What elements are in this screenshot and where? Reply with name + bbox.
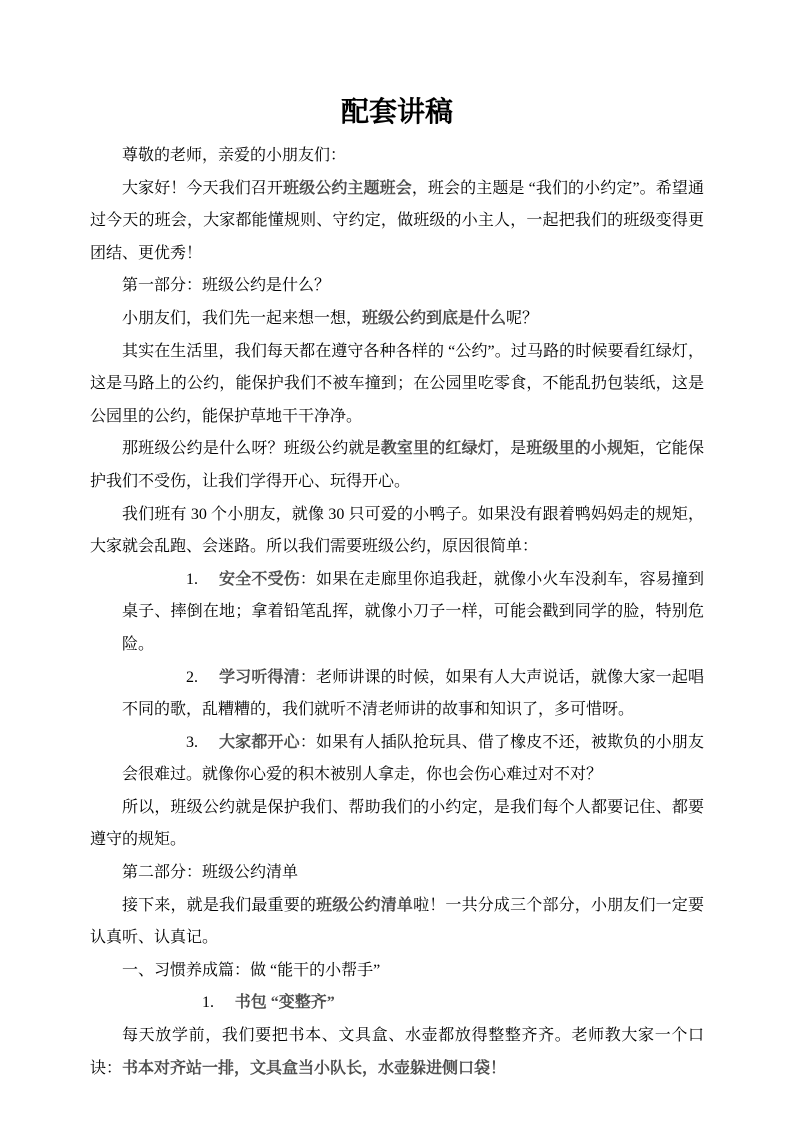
paragraph-ducks <box>90 499 704 564</box>
text-run: 每天放学前，我们要把书本、文具盒、水壶都放得整整齐齐。老师教大家一个口诀： <box>90 1027 704 1077</box>
list-item-schoolbag <box>90 987 704 1020</box>
text-run: ：老师讲课的时候，如果有人大声说话，就像大家一起唱不同的歌，乱糟糟的，我们就听不清老师讲的故事和知识了，多可惜呀。 <box>122 668 704 719</box>
paragraph-think <box>90 303 704 336</box>
text-run: 接下来，就是我们最重要的 <box>122 896 317 914</box>
text-run: 小朋友们，我们先一起来想一想， <box>122 309 363 327</box>
emphasis-run: 班级里的小规矩 <box>526 440 640 458</box>
text-run: 其实在生活里，我们每天都在遵守各种各样的 “公约”。过马路的时候要看红绿灯，这是马路上的公约，能保护我们不被车撞到；在公园里吃零食，不能乱扔包装纸，这是公园里的公约，能保护草地干干净净。 <box>90 342 704 425</box>
paragraph-life-examples <box>90 336 704 434</box>
emphasis-run: 安全不受伤 <box>218 570 300 588</box>
emphasis-run: 学习听得清 <box>218 668 300 686</box>
paragraph-list-intro <box>90 890 704 955</box>
text-run: 啦！一共分成三个部分，小朋友们一定要认真听、认真记。 <box>90 896 704 947</box>
text-run: 所以，班级公约就是保护我们、帮助我们的小约定，是我们每个人都要记住、都要遵守的规矩。 <box>90 798 704 849</box>
text-run: 第一部分：班级公约是什么？ <box>122 277 331 295</box>
paragraph-intro <box>90 173 704 271</box>
text-run: ，是 <box>493 440 527 458</box>
list-item-listening <box>90 662 704 727</box>
list-number: 3. <box>186 733 198 751</box>
heading-habits-section <box>90 955 704 988</box>
text-run: 第二部分：班级公约清单 <box>122 864 299 882</box>
emphasis-run: 大家都开心 <box>218 733 300 751</box>
emphasis-run: 教室里的红绿灯 <box>380 440 494 458</box>
heading-part2 <box>90 857 704 890</box>
emphasis-run: 书包 “变整齐” <box>234 994 335 1012</box>
emphasis-run: 班级公约主题班会 <box>283 179 412 197</box>
text-run: 我们班有 30 个小朋友，就像 30 只可爱的小鸭子。如果没有跟着鸭妈妈走的规矩，大家就会乱跑、会迷路。所以我们需要班级公约，原因很简单： <box>90 505 704 556</box>
emphasis-run: 班级公约到底是什么 <box>362 309 507 327</box>
paragraph-greeting <box>90 140 704 173</box>
text-run: ，班会的主题是 “我们的小约定”。希望通过今天的班会，大家都能懂规则、守约定，做班级的小主人，一起把我们的班级变得更团结、更优秀！ <box>90 179 704 262</box>
document-title: 配套讲稿 <box>340 97 453 128</box>
text-run: ，它能保护我们不受伤，让我们学得开心、玩得开心。 <box>90 440 704 490</box>
paragraph-schoolbag-tip <box>90 1020 704 1085</box>
text-run: 一、习惯养成篇：做 “能干的小帮手” <box>122 961 381 979</box>
text-run: ：如果有人插队抢玩具、借了橡皮不还，被欺负的小朋友会很难过。就像你心爱的积木被别人拿走，你也会伤心难过对不对？ <box>122 733 704 784</box>
text-run: 那班级公约是什么呀？班级公约就是 <box>122 440 381 458</box>
paragraph-definition <box>90 433 704 498</box>
text-run: 大家好！今天我们召开 <box>122 179 284 197</box>
emphasis-run: 班级公约清单 <box>316 896 414 914</box>
list-number: 1. <box>202 994 214 1012</box>
text-run: ：如果在走廊里你追我赶，就像小火车没刹车，容易撞到桌子、摔倒在地；拿着铅笔乱挥，就像小刀子一样，可能会戳到同学的脸，特别危险。 <box>122 570 704 653</box>
paragraph-summary <box>90 792 704 857</box>
list-item-safety <box>90 564 704 662</box>
heading-part1 <box>90 270 704 303</box>
text-run: 尊敬的老师，亲爱的小朋友们： <box>122 147 347 164</box>
list-number: 1. <box>186 570 198 588</box>
list-item-happiness <box>90 727 704 792</box>
emphasis-run: 书本对齐站一排，文具盒当小队长，水壶躲进侧口袋！ <box>122 1059 507 1077</box>
text-run: 呢？ <box>506 309 539 327</box>
list-number: 2. <box>186 668 198 686</box>
